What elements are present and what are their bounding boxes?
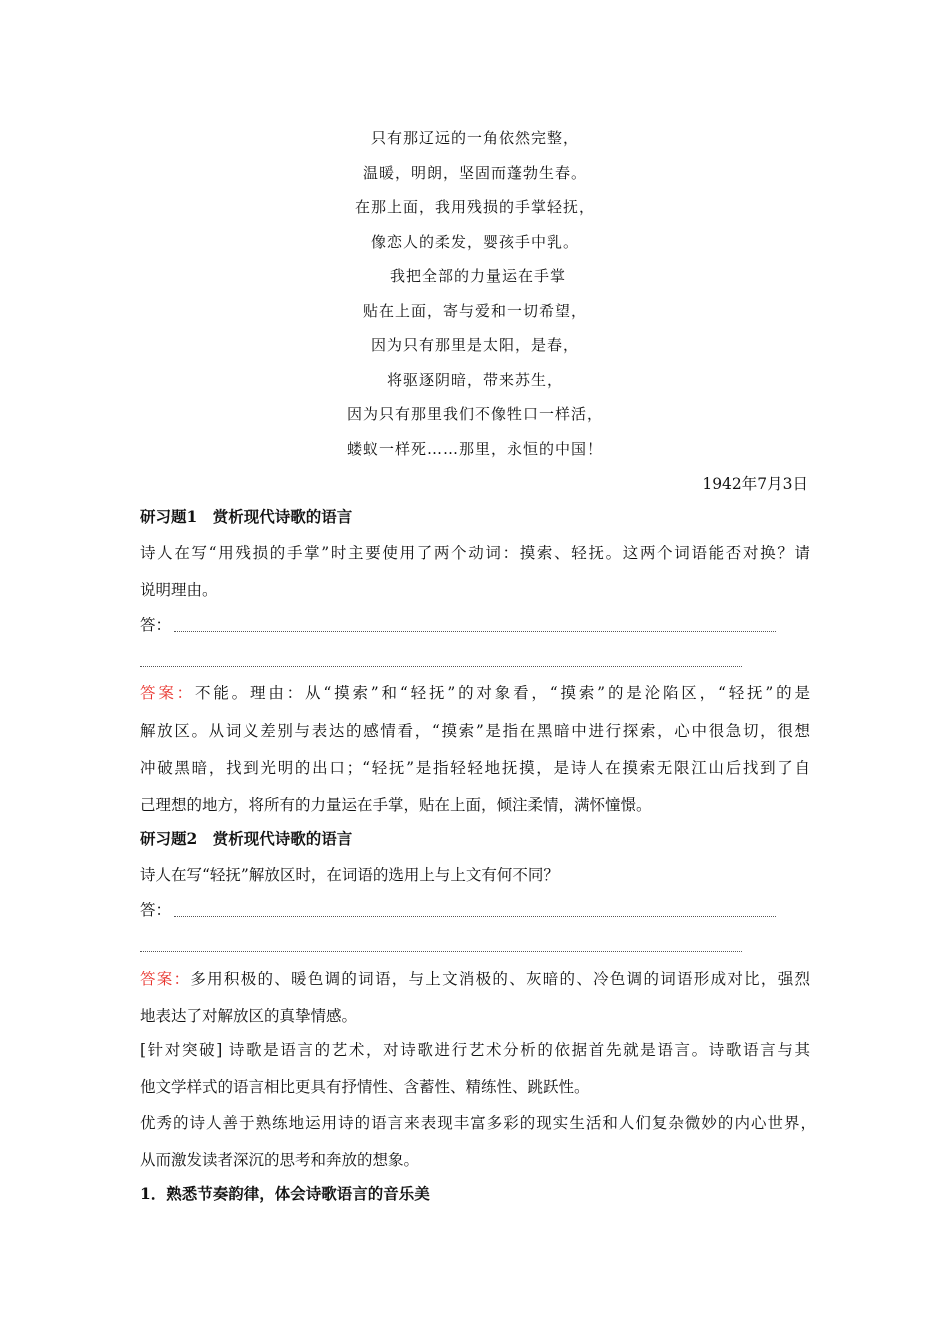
breakthrough-line: 优秀的诗人善于熟练地运用诗的语言来表现丰富多彩的现实生活和人们复杂微妙的内心世界，	[140, 1114, 816, 1132]
answer-line[interactable]	[174, 916, 776, 917]
q1-question-line: 说明理由。	[140, 581, 218, 599]
q2-answer-line: 地表达了对解放区的真挚情感。	[140, 1007, 358, 1025]
answer-line[interactable]	[140, 666, 742, 667]
breakthrough-line: 他文学样式的语言相比更具有抒情性、含蓄性、精练性、跳跃性。	[140, 1078, 590, 1096]
poem-line: 贴在上面，寄与爱和一切希望，	[362, 302, 587, 320]
q1-question-line: 诗人在写“用残损的手掌”时主要使用了两个动词：摸索、轻抚。这两个词语能否对换？请	[140, 544, 810, 562]
q1-answer-line: 解放区。从词义差别与表达的感情看，“摸索”是指在黑暗中进行探索，心中很急切，很想	[140, 722, 810, 740]
poem-line: 蝼蚁一样死……那里，永恒的中国！	[346, 440, 603, 458]
q2-answer-line	[140, 969, 810, 989]
poem-line: 因为只有那里我们不像牲口一样活，	[346, 405, 603, 423]
poem-line: 像恋人的柔发，婴孩手中乳。	[370, 233, 579, 251]
q2-title: 研习题2 赏析现代诗歌的语言	[140, 829, 353, 848]
poem-line: 温暖，明朗，坚固而蓬勃生春。	[362, 164, 587, 182]
poem-date: 1942年7月3日	[702, 475, 808, 493]
answer-label: 答案：	[140, 970, 191, 988]
breakthrough-text: 诗歌是语言的艺术，对诗歌进行艺术分析的依据首先就是语言。诗歌语言与其	[228, 1041, 810, 1059]
poem-line: 在那上面，我用残损的手掌轻抚，	[354, 198, 595, 216]
q1-answer-line: 己理想的地方，将所有的力量运在手掌，贴在上面，倾注柔情，满怀憧憬。	[140, 796, 652, 814]
poem-line: 我把全部的力量运在手掌	[389, 267, 566, 285]
q2-question-line: 诗人在写“轻抚”解放区时，在词语的选用上与上文有何不同？	[140, 866, 559, 884]
section-heading: 1．熟悉节奏韵律，体会诗歌语言的音乐美	[140, 1184, 430, 1203]
answer-line[interactable]	[174, 631, 776, 632]
q1-answer-line: 冲破黑暗，找到光明的出口；“轻抚”是指轻轻地抚摸，是诗人在摸索无限江山后找到了自	[140, 759, 810, 777]
breakthrough-line	[140, 1040, 810, 1060]
poem-line: 只有那辽远的一角依然完整，	[370, 129, 579, 147]
breakthrough-line: 从而激发读者深沉的思考和奔放的想象。	[140, 1151, 420, 1169]
poem-line: 将驱逐阴暗，带来苏生，	[386, 371, 563, 389]
q1-title: 研习题1 赏析现代诗歌的语言	[140, 507, 353, 526]
q1-answer-prompt: 答：	[140, 616, 172, 634]
answer-label: 答案：	[140, 684, 196, 702]
answer-text: 多用积极的、暖色调的词语，与上文消极的、灰暗的、冷色调的词语形成对比，强烈	[190, 970, 810, 988]
answer-line[interactable]	[140, 951, 742, 952]
q2-answer-prompt: 答：	[140, 901, 172, 919]
q1-answer-line	[140, 683, 810, 703]
answer-text: 不能。理由：从“摸索”和“轻抚”的对象看，“摸索”的是沦陷区，“轻抚”的是	[195, 684, 810, 702]
breakthrough-label: [针对突破]	[140, 1041, 223, 1059]
poem-line: 因为只有那里是太阳，是春，	[370, 336, 579, 354]
